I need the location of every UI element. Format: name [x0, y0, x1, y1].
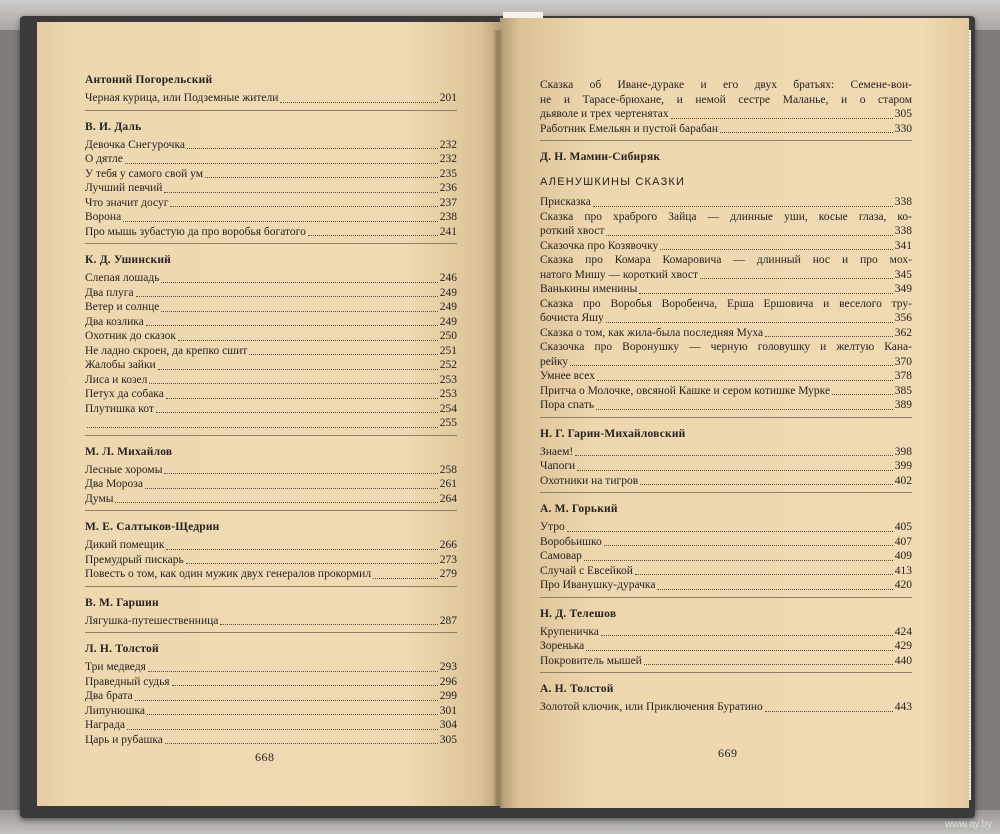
entry-page: 378	[894, 370, 912, 382]
entry-title: Что значит досуг	[85, 196, 169, 209]
leader-dots	[604, 545, 893, 546]
entry-last-line	[540, 326, 912, 341]
entry-title: Ворона	[85, 211, 122, 223]
entry-title: Премудрый пискарь	[85, 553, 184, 566]
leader-dots	[186, 563, 438, 564]
toc-entry[interactable]	[85, 477, 457, 492]
toc-entry[interactable]	[85, 567, 457, 582]
entry-title-line: Присказка	[540, 196, 591, 208]
leader-dots	[87, 427, 438, 428]
toc-entry[interactable]	[540, 700, 912, 715]
toc-entry[interactable]	[540, 654, 912, 669]
entry-page: 253	[439, 388, 457, 400]
toc-entry[interactable]	[540, 326, 912, 341]
leader-dots	[700, 278, 893, 279]
entry-page: 261	[439, 478, 457, 490]
toc-entry[interactable]	[85, 152, 457, 167]
entry-title-line: бочиста Яшу	[540, 312, 604, 324]
entry-last-line	[540, 195, 912, 210]
entry-page: 356	[894, 312, 912, 324]
entry-title: Черная курица, или Подземные жители	[85, 92, 279, 104]
entry-last-line	[540, 369, 912, 384]
entry-page: 250	[439, 330, 457, 342]
entry-last-line	[540, 355, 912, 370]
author-heading: В. М. Гаршин	[85, 596, 159, 609]
entry-last-line	[540, 398, 912, 413]
leader-dots	[125, 163, 438, 164]
entry-title: Чапоги	[540, 460, 576, 472]
entry-page: 237	[439, 196, 457, 209]
entry-page: 330	[894, 122, 912, 135]
entry-page: 287	[439, 614, 457, 627]
toc-entry[interactable]	[85, 91, 457, 106]
entry-title: Самовар	[540, 550, 582, 562]
entry-page: 385	[894, 384, 912, 397]
section-divider	[85, 632, 457, 633]
leader-dots	[164, 192, 437, 193]
entry-page: 338	[894, 225, 912, 237]
toc-entry[interactable]	[540, 195, 912, 210]
entry-title: Повесть о том, как один мужик двух генералов прокормил	[85, 568, 372, 580]
toc-entry[interactable]	[540, 78, 912, 122]
page-number-left: 668	[255, 750, 275, 764]
toc-entry[interactable]	[540, 520, 912, 535]
leader-dots	[115, 502, 437, 503]
toc-entry[interactable]	[540, 122, 912, 137]
entry-page: 345	[894, 268, 912, 281]
author-heading: Л. Н. Толстой	[85, 643, 159, 655]
entry-title: Лесные хоромы	[85, 463, 163, 476]
leader-dots	[220, 624, 437, 625]
leader-dots	[671, 118, 893, 119]
entry-page: 301	[439, 704, 457, 717]
leader-dots	[640, 484, 893, 485]
entry-title: Девочка Снегурочка	[85, 138, 185, 151]
author-heading: М. Л. Михайлов	[85, 445, 173, 458]
entry-page: 258	[439, 463, 457, 476]
entry-title-line: рейку	[540, 355, 569, 368]
entry-title-line: Сказка об Иване-дураке и его двух братьях: Семене-вои-	[540, 79, 912, 91]
entry-title: Охотник до сказок	[85, 330, 176, 342]
entry-title: Два Мороза	[85, 478, 143, 490]
entry-title-line: натого Мишу — короткий хвост	[540, 268, 699, 281]
author-heading: М. Е. Салтыков-Щедрин	[85, 521, 220, 533]
leader-dots	[575, 455, 893, 456]
entry-page: 299	[439, 690, 457, 702]
toc-entry[interactable]	[85, 344, 457, 359]
entry-page: 249	[439, 286, 457, 299]
entry-title: Лягушка-путешественница	[85, 614, 219, 627]
toc-entry[interactable]	[85, 704, 457, 719]
leader-dots	[178, 340, 438, 341]
entry-page: 293	[439, 661, 457, 673]
toc-entry[interactable]	[85, 167, 457, 182]
entry-title: Про Иванушку-дурачка	[540, 579, 656, 591]
toc-entry[interactable]	[85, 492, 457, 507]
leader-dots	[644, 664, 893, 665]
entry-title: Два плуга	[85, 286, 134, 299]
book-spine	[493, 30, 503, 810]
section-divider	[540, 672, 912, 673]
entry-page: 232	[439, 153, 457, 165]
leader-dots	[567, 531, 893, 532]
entry-page: 279	[439, 568, 457, 580]
section-divider	[85, 586, 457, 587]
left-page	[37, 22, 500, 806]
entry-page: 254	[439, 402, 457, 415]
toc-entry[interactable]	[85, 718, 457, 733]
leader-dots	[593, 206, 893, 207]
collection-title: АЛЕНУШКИНЫ СКАЗКИ	[540, 176, 686, 188]
toc-entry[interactable]	[85, 210, 457, 225]
toc-entry[interactable]	[85, 387, 457, 402]
entry-title: Три медведя	[85, 661, 146, 673]
entry-page: 253	[439, 373, 457, 386]
entry-page: 405	[894, 521, 912, 533]
section-divider	[540, 417, 912, 418]
left-contents	[85, 72, 495, 747]
toc-entry[interactable]	[540, 253, 912, 282]
entry-title: Липунюшка	[85, 704, 145, 717]
entry-page: 246	[439, 272, 457, 284]
author-heading: К. Д. Ушинский	[85, 254, 171, 266]
entry-title: Ветер и солнце	[85, 301, 160, 313]
author-heading: Н. Д. Телешов	[540, 607, 617, 620]
entry-title-line: Притча о Молочке, овсяной Кашке и сером котишке Мурке	[540, 384, 831, 397]
entry-title: Покровитель мышей	[540, 654, 642, 667]
entry-title: О дятле	[85, 153, 123, 165]
entry-page: 420	[894, 579, 912, 591]
entry-page: 236	[439, 182, 457, 194]
toc-entry[interactable]	[85, 329, 457, 344]
toc-entry[interactable]	[85, 733, 457, 748]
entry-title-line: Сказка про храброго Зайца — длинные уши, косые глаза, ко-	[540, 210, 912, 223]
entry-title-line: Пора спать	[540, 399, 595, 411]
toc-entry[interactable]	[85, 402, 457, 417]
entry-page: 409	[894, 550, 912, 562]
entry-page: 238	[439, 211, 457, 223]
toc-entry[interactable]	[85, 315, 457, 330]
toc-entry[interactable]	[85, 416, 457, 431]
toc-entry[interactable]	[85, 286, 457, 301]
entry-title: Охотники на тигров	[540, 474, 639, 487]
entry-page: 362	[894, 326, 912, 339]
leader-dots	[596, 409, 893, 410]
author-heading: В. И. Даль	[85, 120, 142, 133]
entry-page: 235	[439, 167, 457, 180]
watermark: www.ay.by	[944, 819, 992, 830]
leader-dots	[601, 635, 893, 636]
toc-entry[interactable]	[85, 225, 457, 240]
entry-last-line	[540, 107, 912, 122]
entry-title: Награда	[85, 719, 125, 731]
entry-page: 398	[894, 445, 912, 458]
entry-page: 341	[894, 239, 912, 252]
entry-title: Праведный судья	[85, 675, 170, 688]
leader-dots	[148, 671, 438, 672]
leader-dots	[657, 589, 892, 590]
toc-entry[interactable]	[540, 445, 912, 460]
entry-page: 249	[439, 315, 457, 328]
toc-entry[interactable]	[540, 384, 912, 399]
entry-page: 255	[439, 417, 457, 429]
leader-dots	[597, 380, 893, 381]
toc-entry[interactable]	[540, 340, 912, 369]
entry-title: Лиса и козел	[85, 373, 148, 386]
author-heading: А. Н. Толстой	[540, 683, 614, 695]
section-divider	[85, 110, 457, 111]
leader-dots	[127, 729, 438, 730]
entry-title-line: Умнее всех	[540, 370, 595, 382]
entry-title-line: Работник Емельян и пустой барабан	[540, 122, 719, 135]
leader-dots	[373, 578, 438, 579]
leader-dots	[161, 311, 437, 312]
entry-page: 232	[439, 138, 457, 151]
entry-title: Воробьишко	[540, 535, 602, 548]
leader-dots	[147, 714, 438, 715]
section-divider	[540, 492, 912, 493]
page-number-right: 669	[718, 746, 738, 760]
toc-entry[interactable]	[85, 373, 457, 388]
entry-last-line	[540, 239, 912, 254]
entry-title: Дикий помещик	[85, 539, 165, 551]
section-divider	[540, 597, 912, 598]
leader-dots	[720, 132, 893, 133]
leader-dots	[170, 206, 437, 207]
toc-entry[interactable]	[540, 625, 912, 640]
entry-page: 251	[439, 344, 457, 357]
leader-dots	[205, 177, 438, 178]
toc-entry[interactable]	[540, 474, 912, 489]
toc-entry[interactable]	[540, 459, 912, 474]
entry-title: Про мышь зубастую да про воробья богатого	[85, 225, 306, 238]
leader-dots	[166, 398, 438, 399]
entry-last-line	[540, 282, 912, 297]
toc-entry[interactable]	[540, 564, 912, 579]
entry-title-line: Сказочка про Козявочку	[540, 239, 659, 252]
section-divider	[85, 510, 457, 511]
leader-dots	[606, 235, 892, 236]
author-heading: Н. Г. Гарин-Михайловский	[540, 427, 686, 440]
leader-dots	[765, 711, 893, 712]
entry-title: У тебя у самого свой ум	[85, 167, 204, 180]
leader-dots	[146, 325, 438, 326]
toc-entry[interactable]	[85, 614, 457, 629]
leader-dots	[832, 394, 893, 395]
toc-entry[interactable]	[540, 398, 912, 413]
leader-dots	[145, 488, 438, 489]
entry-page: 413	[894, 564, 912, 577]
entry-title-line: роткий хвост	[540, 225, 605, 237]
entry-page: 399	[894, 460, 912, 472]
leader-dots	[249, 354, 437, 355]
entry-last-line	[540, 224, 912, 239]
entry-page: 296	[439, 675, 457, 688]
leader-dots	[156, 412, 438, 413]
leader-dots	[158, 369, 438, 370]
entry-page: 389	[894, 399, 912, 411]
entry-title: Думы	[85, 492, 114, 505]
entry-last-line	[540, 384, 912, 399]
leader-dots	[149, 383, 437, 384]
toc-entry[interactable]	[540, 297, 912, 326]
toc-entry[interactable]	[85, 196, 457, 211]
author-heading: А. М. Горький	[540, 503, 618, 515]
entry-last-line	[540, 122, 912, 137]
toc-entry[interactable]	[85, 138, 457, 153]
toc-entry[interactable]	[85, 660, 457, 675]
entry-page: 241	[439, 225, 457, 238]
leader-dots	[765, 336, 893, 337]
toc-entry[interactable]	[85, 271, 457, 286]
toc-entry[interactable]	[85, 463, 457, 478]
leader-dots	[166, 549, 437, 550]
right-contents	[540, 78, 950, 715]
toc-entry[interactable]	[85, 553, 457, 568]
entry-title: Лучший певчий	[85, 182, 163, 194]
toc-entry[interactable]	[540, 239, 912, 254]
entry-page: 349	[894, 283, 912, 295]
author-heading: Д. Н. Мамин-Сибиряк	[540, 151, 661, 163]
toc-entry[interactable]	[540, 578, 912, 593]
entry-title: Золотой ключик, или Приключения Буратино	[540, 701, 763, 713]
entry-page: 273	[439, 553, 457, 566]
toc-entry[interactable]	[85, 358, 457, 373]
leader-dots	[164, 473, 437, 474]
toc-entry[interactable]	[540, 210, 912, 239]
leader-dots	[161, 282, 437, 283]
entry-page: 201	[439, 92, 457, 104]
leader-dots	[136, 296, 438, 297]
entry-title: Слепая лошадь	[85, 272, 160, 284]
entry-page: 305	[439, 733, 457, 746]
toc-entry[interactable]	[540, 639, 912, 654]
entry-page: 264	[439, 492, 457, 505]
toc-entry[interactable]	[540, 549, 912, 564]
entry-title-line: дьяволе и трех чертенятах	[540, 108, 669, 120]
entry-page: 304	[439, 719, 457, 731]
entry-title-line: Сказочка про Воронушку — черную головушку и желтую Кана-	[540, 341, 912, 353]
leader-dots	[606, 322, 893, 323]
leader-dots	[586, 650, 892, 651]
entry-title: Два козлика	[85, 315, 144, 328]
entry-title: Царь и рубашка	[85, 733, 163, 746]
entry-title: Зоренька	[540, 640, 585, 652]
entry-title: Утро	[540, 521, 565, 533]
leader-dots	[660, 249, 892, 250]
leader-dots	[135, 700, 438, 701]
toc-entry[interactable]	[85, 689, 457, 704]
right-page	[500, 18, 969, 808]
entry-title-line: Сказка о том, как жила-была последняя Муха	[540, 326, 764, 339]
leader-dots	[577, 470, 893, 471]
leader-dots	[123, 221, 438, 222]
leader-dots	[165, 743, 438, 744]
leader-dots	[635, 574, 893, 575]
entry-title-line: Сказка про Комара Комаровича — длинный нос и про мох-	[540, 254, 912, 266]
entry-title-line: Сказка про Воробья Воробеича, Ерша Ершовича и веселого тру-	[540, 297, 912, 310]
entry-page: 249	[439, 301, 457, 313]
entry-last-line	[540, 268, 912, 283]
entry-page: 338	[894, 196, 912, 208]
entry-title: Два брата	[85, 690, 133, 702]
toc-entry[interactable]	[540, 535, 912, 550]
toc-entry[interactable]	[85, 181, 457, 196]
entry-page: 402	[894, 474, 912, 487]
toc-entry[interactable]	[85, 675, 457, 690]
toc-entry[interactable]	[540, 282, 912, 297]
entry-page: 424	[894, 625, 912, 638]
entry-title: Плутишка кот	[85, 402, 154, 415]
section-divider	[85, 243, 457, 244]
leader-dots	[308, 235, 438, 236]
entry-page: 407	[894, 535, 912, 548]
entry-title: Петух да собака	[85, 388, 164, 400]
entry-last-line	[540, 311, 912, 326]
toc-entry[interactable]	[85, 538, 457, 553]
leader-dots	[187, 148, 438, 149]
entry-title-line: Ванькины именины	[540, 283, 638, 295]
entry-page: 440	[894, 654, 912, 667]
entry-title: Случай с Евсейкой	[540, 564, 633, 577]
entry-page: 370	[894, 355, 912, 368]
entry-title: Крупеничка	[540, 625, 599, 638]
entry-page: 429	[894, 640, 912, 652]
entry-title-line: не и Тарасе-брюхане, и немой сестре Маланье, и о старом	[540, 93, 912, 106]
leader-dots	[280, 102, 437, 103]
entry-title: Жалобы зайки	[85, 359, 156, 371]
entry-page: 305	[894, 108, 912, 120]
leader-dots	[570, 365, 893, 366]
leader-dots	[172, 685, 438, 686]
toc-entry[interactable]	[85, 300, 457, 315]
entry-title: Не ладно скроен, да крепко сшит	[85, 344, 248, 357]
entry-page: 266	[439, 539, 457, 551]
entry-page: 252	[439, 359, 457, 371]
leader-dots	[639, 293, 892, 294]
entry-page: 443	[894, 701, 912, 713]
section-divider	[540, 140, 912, 141]
toc-entry[interactable]	[540, 369, 912, 384]
section-divider	[85, 435, 457, 436]
author-heading: Антоний Погорельский	[85, 74, 213, 86]
leader-dots	[584, 560, 893, 561]
entry-title: Знаем!	[540, 445, 574, 458]
